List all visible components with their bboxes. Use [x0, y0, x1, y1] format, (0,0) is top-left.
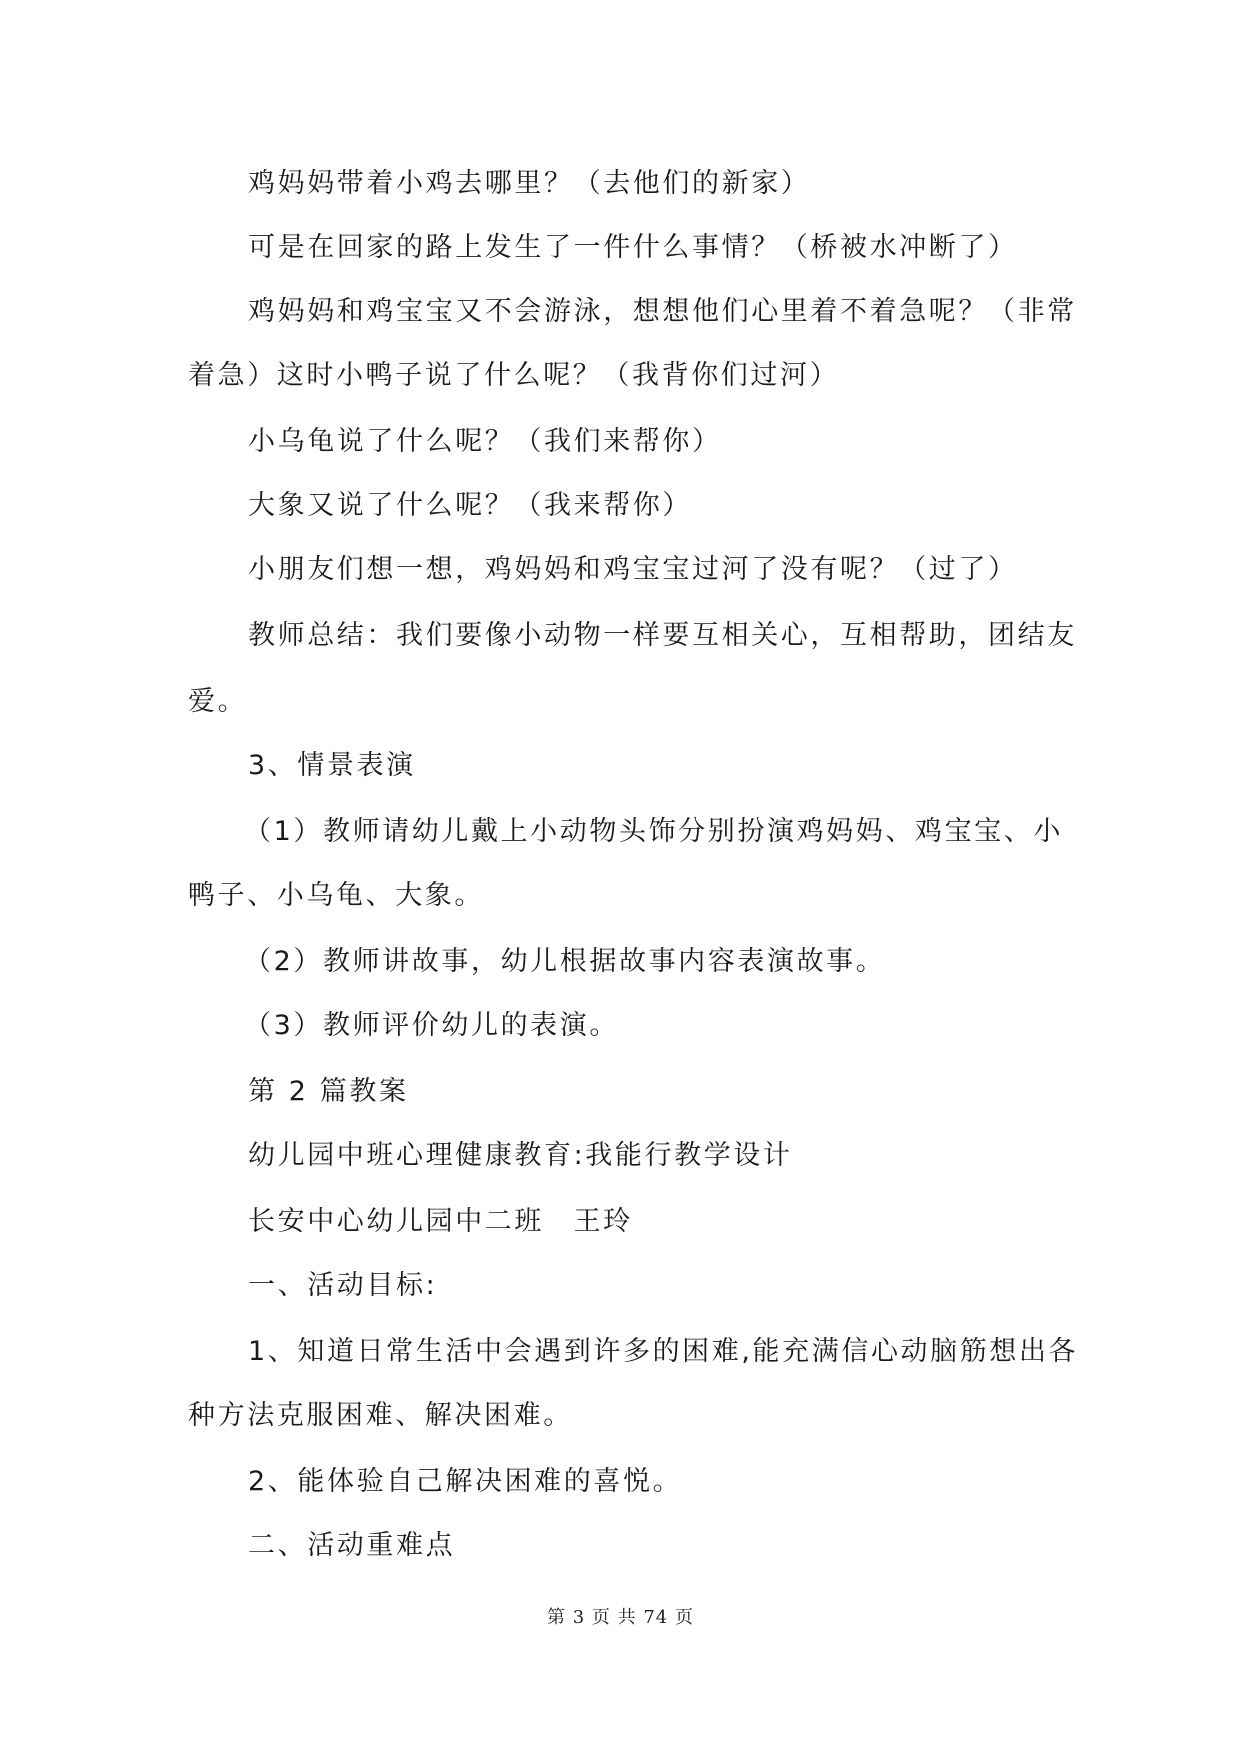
section-heading: 3、情景表演 — [248, 750, 416, 781]
text-line: 可是在回家的路上发生了一件什么事情？（桥被水冲断了） — [248, 232, 1018, 263]
section-heading: 第 2 篇教案 — [248, 1076, 409, 1107]
document-title: 幼儿园中班心理健康教育:我能行教学设计 — [248, 1140, 793, 1171]
text-line: 1、知道日常生活中会遇到许多的困难,能充满信心动脑筋想出各 — [248, 1336, 1079, 1367]
text-line: 教师总结：我们要像小动物一样要互相关心，互相帮助，团结友 — [248, 620, 1077, 651]
text-line: 鸭子、小乌龟、大象。 — [188, 880, 484, 911]
text-line: 大象又说了什么呢？（我来帮你） — [248, 490, 692, 521]
section-heading: 二、活动重难点 — [248, 1530, 456, 1561]
text-line: （2）教师讲故事，幼儿根据故事内容表演故事。 — [244, 946, 886, 977]
page-number: 第 3 页 共 74 页 — [547, 1607, 694, 1628]
text-line: 小乌龟说了什么呢？（我们来帮你） — [248, 426, 722, 457]
text-line: 着急）这时小鸭子说了什么呢？（我背你们过河） — [188, 360, 840, 391]
text-line: 爱。 — [188, 686, 248, 717]
text-line: （1）教师请幼儿戴上小动物头饰分别扮演鸡妈妈、鸡宝宝、小 — [244, 816, 1063, 847]
text-line: 2、能体验自己解决困难的喜悦。 — [248, 1466, 683, 1497]
author-line: 长安中心幼儿园中二班 王玲 — [248, 1206, 633, 1237]
text-line: （3）教师评价幼儿的表演。 — [244, 1010, 619, 1041]
section-heading: 一、活动目标: — [248, 1270, 438, 1301]
text-line: 种方法克服困难、解决困难。 — [188, 1400, 573, 1431]
text-line: 鸡妈妈带着小鸡去哪里？（去他们的新家） — [248, 168, 811, 199]
text-line: 小朋友们想一想，鸡妈妈和鸡宝宝过河了没有呢？（过了） — [248, 554, 1018, 585]
text-line: 鸡妈妈和鸡宝宝又不会游泳，想想他们心里着不着急呢？（非常 — [248, 296, 1077, 327]
